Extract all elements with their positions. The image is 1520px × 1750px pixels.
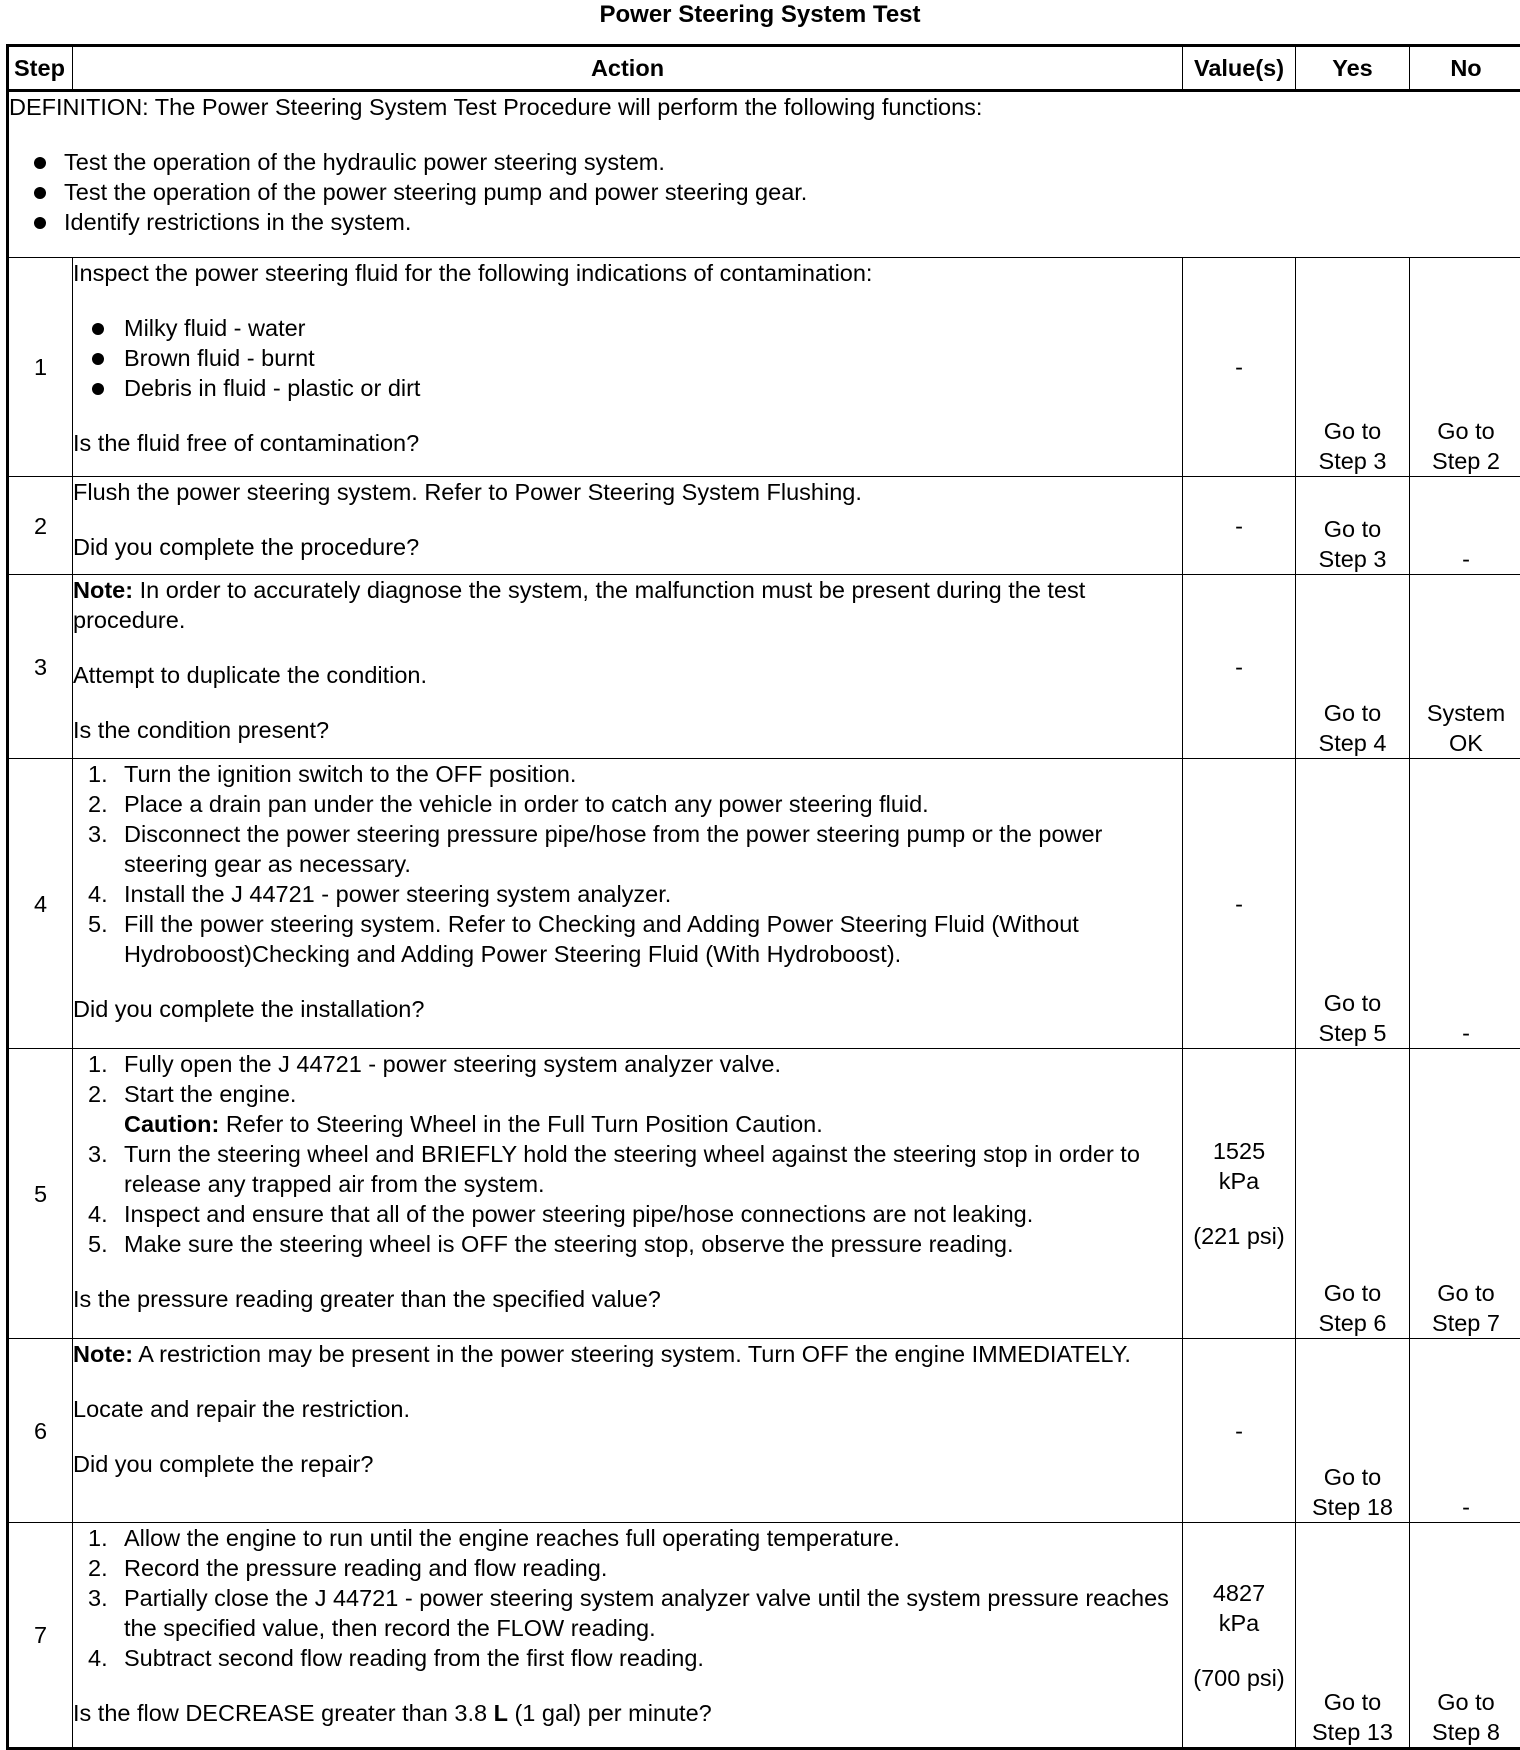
caution-text: Refer to Steering Wheel in the Full Turn Position Caution. bbox=[219, 1111, 822, 1137]
table-row-step-2 bbox=[8, 477, 1520, 575]
no-cell: - bbox=[1410, 759, 1520, 1049]
action-question: Is the pressure reading greater than the specified value? bbox=[73, 1284, 1182, 1314]
action-question: Is the condition present? bbox=[73, 715, 1182, 745]
yes-cell: Go to Step 6 bbox=[1296, 1049, 1410, 1339]
definition-text: DEFINITION: The Power Steering System Test Procedure will perform the following functions: bbox=[9, 92, 1520, 122]
header-action: Action bbox=[73, 46, 1183, 91]
list-item: Brown fluid - burnt bbox=[73, 343, 1182, 373]
list-item: 1. Fully open the J 44721 - power steering system analyzer valve. bbox=[73, 1049, 1182, 1079]
no-cell: Go to Step 8 bbox=[1410, 1523, 1520, 1749]
list-item: 2. Record the pressure reading and flow reading. bbox=[73, 1553, 1182, 1583]
value-cell: - bbox=[1183, 575, 1296, 759]
action-text: Flush the power steering system. Refer to Power Steering System Flushing. bbox=[73, 477, 1182, 507]
definition-list bbox=[9, 147, 1520, 237]
list-item: 2. Start the engine. Caution: Refer to Steering Wheel in the Full Turn Position Caution. bbox=[73, 1079, 1182, 1139]
header-row bbox=[8, 46, 1520, 91]
contamination-list bbox=[73, 313, 1182, 403]
list-item: 5. Make sure the steering wheel is OFF the steering stop, observe the pressure reading. bbox=[73, 1229, 1182, 1259]
list-item: Identify restrictions in the system. bbox=[9, 207, 1520, 237]
numbered-list bbox=[73, 1049, 1182, 1259]
step-number: 5 bbox=[8, 1049, 73, 1339]
no-cell: System OK bbox=[1410, 575, 1520, 759]
header-step: Step bbox=[8, 46, 73, 91]
list-item: Milky fluid - water bbox=[73, 313, 1182, 343]
step-number: 6 bbox=[8, 1339, 73, 1523]
value-cell: - bbox=[1183, 759, 1296, 1049]
header-values: Value(s) bbox=[1183, 46, 1296, 91]
bullet-icon bbox=[92, 353, 104, 365]
step-number: 3 bbox=[8, 575, 73, 759]
list-item: 2. Place a drain pan under the vehicle in order to catch any power steering fluid. bbox=[73, 789, 1182, 819]
action-cell bbox=[73, 575, 1183, 759]
bullet-icon bbox=[92, 323, 104, 335]
action-cell bbox=[73, 1523, 1183, 1749]
list-item: 1. Turn the ignition switch to the OFF position. bbox=[73, 759, 1182, 789]
page-title: Power Steering System Test bbox=[0, 0, 1520, 30]
bullet-icon bbox=[34, 157, 46, 169]
action-question: Is the flow DECREASE greater than 3.8 L (1 gal) per minute? bbox=[73, 1698, 1182, 1728]
table-row-step-3 bbox=[8, 575, 1520, 759]
action-cell bbox=[73, 477, 1183, 575]
header-yes: Yes bbox=[1296, 46, 1410, 91]
action-intro: Inspect the power steering fluid for the following indications of contamination: bbox=[73, 258, 1182, 288]
value-cell: - bbox=[1183, 477, 1296, 575]
caution-label: Caution: bbox=[124, 1111, 219, 1137]
action-text: Attempt to duplicate the condition. bbox=[73, 660, 1182, 690]
list-item: 4. Install the J 44721 - power steering system analyzer. bbox=[73, 879, 1182, 909]
yes-cell: Go to Step 4 bbox=[1296, 575, 1410, 759]
action-cell bbox=[73, 759, 1183, 1049]
yes-cell: Go to Step 13 bbox=[1296, 1523, 1410, 1749]
bullet-icon bbox=[34, 187, 46, 199]
action-question: Did you complete the repair? bbox=[73, 1449, 1182, 1479]
value-cell: - bbox=[1183, 258, 1296, 477]
action-cell bbox=[73, 1339, 1183, 1523]
table-row-step-7 bbox=[8, 1523, 1520, 1749]
list-item: 3. Disconnect the power steering pressure pipe/hose from the power steering pump or the power steering gear as necessary. bbox=[73, 819, 1182, 879]
header-no: No bbox=[1410, 46, 1520, 91]
step-number: 1 bbox=[8, 258, 73, 477]
no-cell: Go to Step 2 bbox=[1410, 258, 1520, 477]
no-cell: - bbox=[1410, 477, 1520, 575]
list-item: 3. Turn the steering wheel and BRIEFLY hold the steering wheel against the steering stop in order to release any trapped air from the system. bbox=[73, 1139, 1182, 1199]
action-text: Locate and repair the restriction. bbox=[73, 1394, 1182, 1424]
list-item: Debris in fluid - plastic or dirt bbox=[73, 373, 1182, 403]
table-row-step-4 bbox=[8, 759, 1520, 1049]
action-cell bbox=[73, 258, 1183, 477]
bullet-icon bbox=[34, 217, 46, 229]
no-cell: - bbox=[1410, 1339, 1520, 1523]
action-question: Is the fluid free of contamination? bbox=[73, 428, 1182, 458]
list-item: 4. Inspect and ensure that all of the power steering pipe/hose connections are not leaking. bbox=[73, 1199, 1182, 1229]
table-row-step-1 bbox=[8, 258, 1520, 477]
note-text: Note: A restriction may be present in the power steering system. Turn OFF the engine IMMEDIATELY. bbox=[73, 1339, 1182, 1369]
list-item: 5. Fill the power steering system. Refer to Checking and Adding Power Steering Fluid (Without Hydroboost)Checking and Adding Power Steering Fluid (With Hydroboost). bbox=[73, 909, 1182, 969]
definition-row bbox=[8, 91, 1520, 258]
yes-cell: Go to Step 5 bbox=[1296, 759, 1410, 1049]
list-item: 3. Partially close the J 44721 - power steering system analyzer valve until the system pressure reaches the specified value, then record the FLOW reading. bbox=[73, 1583, 1182, 1643]
numbered-list bbox=[73, 759, 1182, 969]
action-question: Did you complete the procedure? bbox=[73, 532, 1182, 562]
yes-cell: Go to Step 3 bbox=[1296, 258, 1410, 477]
step-number: 4 bbox=[8, 759, 73, 1049]
table-row-step-6 bbox=[8, 1339, 1520, 1523]
value-cell: 4827 kPa (700 psi) bbox=[1183, 1523, 1296, 1749]
no-cell: Go to Step 7 bbox=[1410, 1049, 1520, 1339]
table-row-step-5 bbox=[8, 1049, 1520, 1339]
definition-cell bbox=[8, 91, 1520, 258]
list-item: 1. Allow the engine to run until the engine reaches full operating temperature. bbox=[73, 1523, 1182, 1553]
bullet-icon bbox=[92, 383, 104, 395]
action-question: Did you complete the installation? bbox=[73, 994, 1182, 1024]
yes-cell: Go to Step 3 bbox=[1296, 477, 1410, 575]
step-number: 7 bbox=[8, 1523, 73, 1749]
value-cell: 1525 kPa (221 psi) bbox=[1183, 1049, 1296, 1339]
numbered-list bbox=[73, 1523, 1182, 1673]
list-item: Test the operation of the power steering pump and power steering gear. bbox=[9, 177, 1520, 207]
procedure-table bbox=[6, 44, 1520, 1750]
yes-cell: Go to Step 18 bbox=[1296, 1339, 1410, 1523]
list-item: Test the operation of the hydraulic power steering system. bbox=[9, 147, 1520, 177]
action-cell bbox=[73, 1049, 1183, 1339]
note-text: Note: In order to accurately diagnose the system, the malfunction must be present during the test procedure. bbox=[73, 575, 1182, 635]
step-number: 2 bbox=[8, 477, 73, 575]
list-item: 4. Subtract second flow reading from the first flow reading. bbox=[73, 1643, 1182, 1673]
value-cell: - bbox=[1183, 1339, 1296, 1523]
